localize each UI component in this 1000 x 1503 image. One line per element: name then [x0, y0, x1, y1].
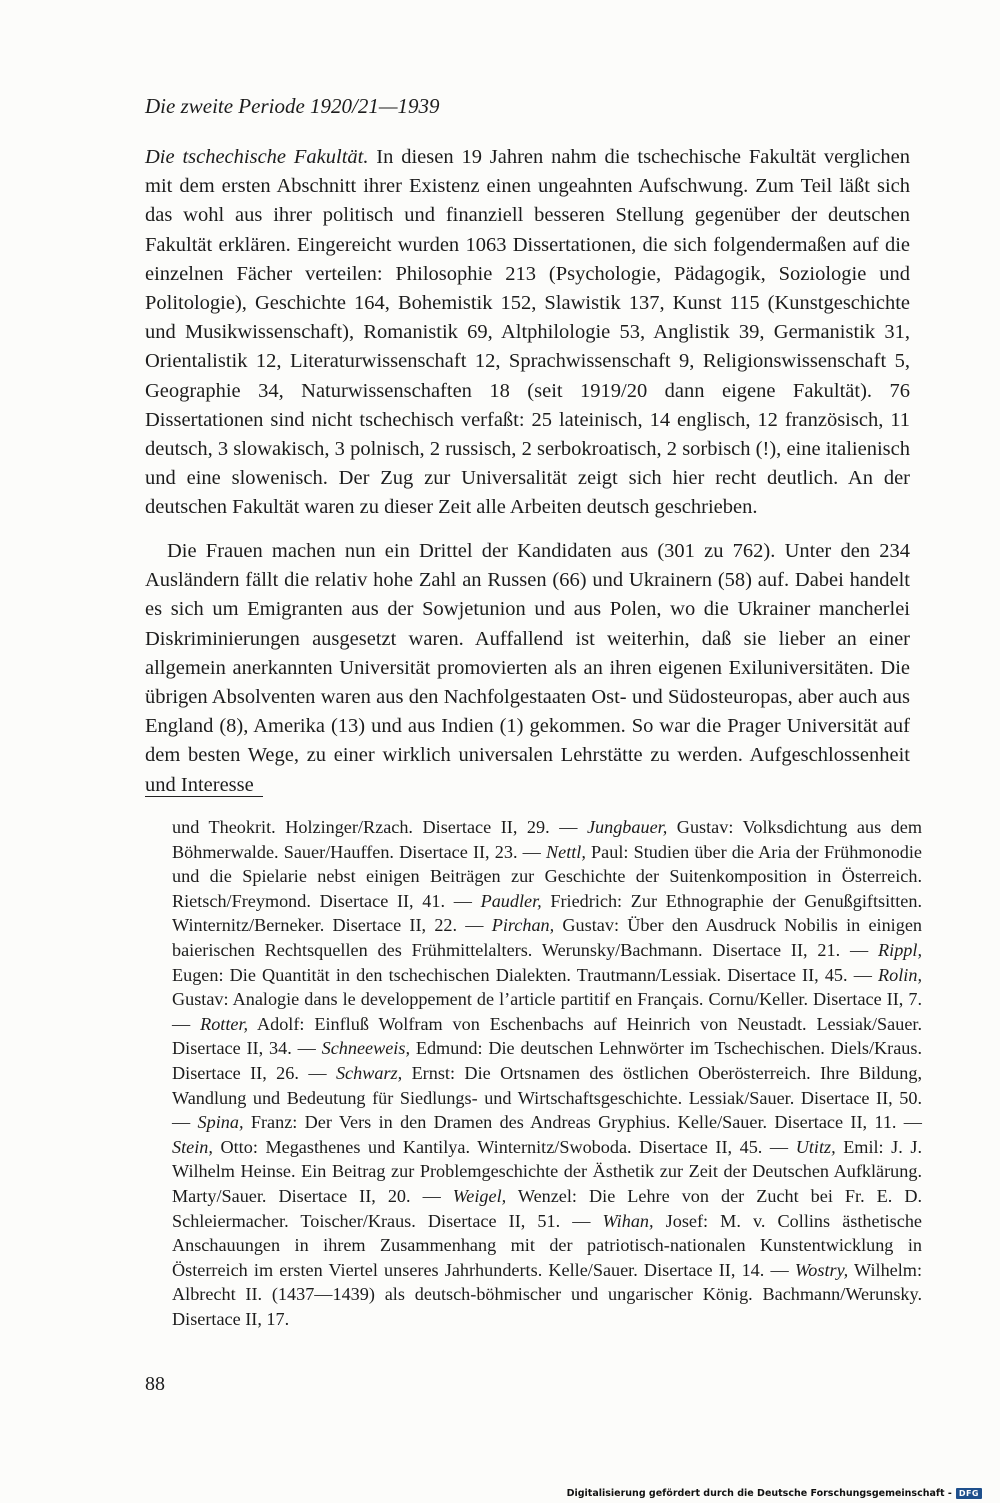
footnote-entry-text: Friedrich: Zur Ethnographie der Genußgiftsitten. Winternitz/Berneker. Disertace II, 22. —	[172, 890, 922, 936]
dfg-logo-icon: DFG	[956, 1488, 982, 1499]
paragraph-lead: Die tschechische Fakultät.	[145, 146, 369, 168]
footnote-author-name: Nettl,	[545, 841, 586, 862]
section-heading: Die zweite Periode 1920/21—1939	[145, 94, 440, 118]
footnote-author-name: Schneeweis,	[321, 1038, 410, 1059]
footnote-block	[172, 815, 922, 1331]
footnote-entry-text: Gustav: Analogie dans le developpement de l’article partitif en Français. Cornu/Keller. Disertace II, 7. —	[172, 989, 922, 1034]
footnote-divider	[145, 796, 263, 797]
footnote-author-name: Jungbauer,	[586, 817, 668, 837]
footnote-entry-text: Otto: Megasthenes und Kantilya. Winternitz/Swoboda. Disertace II, 45. —	[212, 1136, 796, 1157]
footnote-author-name: Utitz,	[795, 1136, 836, 1157]
footnote-intro: und Theokrit. Holzinger/Rzach. Disertace II, 29. —	[172, 817, 587, 837]
footnote-author-name: Wihan,	[602, 1210, 654, 1231]
footnote-author-name: Wostry,	[794, 1259, 849, 1280]
footnote-entry-text: Eugen: Die Quantität in den tschechischen Dialekten. Trautmann/Lessiak. Disertace II, 45. —	[172, 964, 879, 985]
paragraph-body: In diesen 19 Jahren nahm die tschechische Fakultät verglichen mit dem ersten Abschnitt ihrer Existenz einen ungeahnten Aufschwung. Zum Teil läßt sich das wohl aus ihrer politisch und finanziell besseren Stellung gegenüber der deutschen Fakultät erklären. Eingereicht wurden 1063 Dissertationen, die sich folgendermaßen auf die einzelnen Fächer verteilen: Philosophie 213 (Psychologie, Pädagogik, Soziologie und Politologie), Geschichte 164, Bohemistik 152, Slawistik 137, Kunst 115 (Kunstgeschichte und Musikwissenschaft), Romanistik 69, Altphilologie 53, Anglistik 39, Germanistik 31, Orientalistik 12, Literaturwissenschaft 12, Sprachwissenschaft 9, Religionswissenschaft 5, Geographie 34, Naturwissenschaften 18 (seit 1919/20 dann eigene Fakultät). 76 Dissertationen sind nicht tschechisch verfaßt: 25 lateinisch, 14 englisch, 12 französisch, 11 deutsch, 3 slowakisch, 3 polnisch, 2 russisch, 2 serbokroatisch, 2 sorbisch (!), eine italienisch und eine slowenisch. Der Zug zur Universalität zeigt sich hier recht deutlich. An der deutschen Fakultät waren zu dieser Zeit alle Arbeiten deutsch geschrieben.	[145, 146, 910, 519]
footnote-entry-text: Gustav: Über den Ausdruck Nobilis in einigen baierischen Rechtsquellen des Frühmittelalters. Werunsky/Bachmann. Disertace II, 21. —	[172, 915, 922, 960]
footnote-entry-text: Josef: M. v. Collins ästhetische Anschauungen in ihrem Zusammenhang mit der patriotisch-nationalen Kunstentwicklung in Österreich im ersten Viertel unseres Jahrhunderts. Kelle/Sauer. Disertace II, 14. —	[172, 1210, 922, 1280]
footnote-entry-text: Emil: J. J. Wilhelm Heinse. Ein Beitrag zur Problemgeschichte der Ästhetik zur Zeit der Deutschen Aufklärung. Marty/Sauer. Disertace II, 20. —	[172, 1136, 923, 1206]
footnote-author-name: Schwarz,	[335, 1062, 403, 1083]
footnote-author-name: Weigel,	[452, 1185, 507, 1206]
footnote-author-name: Rippl,	[878, 939, 922, 960]
footnote-author-name: Paudler,	[480, 890, 542, 911]
footnote-entry-text: Paul: Studien über die Aria der Frühmonodie und die Spielarie nebst einigen Beiträgen zur Geschichte der Suitenkomposition in Österreich. Rietsch/Freymond. Disertace II, 41. —	[172, 841, 922, 911]
footnote-author-name: Pirchan,	[491, 915, 555, 936]
footnote-entry-text: Ernst: Die Ortsnamen des östlichen Oberösterreich. Ihre Bildung, Wandlung und Bedeutung für Siedlungs- und Wirtschaftsgeschichte. Lessiak/Sauer. Disertace II, 50. —	[172, 1062, 922, 1133]
paragraph-tschechische-fakultaet	[145, 143, 910, 523]
paragraph-frauen: Die Frauen machen nun ein Drittel der Kandidaten aus (301 zu 762). Unter den 234 Ausländern fällt die relativ hohe Zahl an Russen (66) und Ukrainern (58) auf. Dabei handelt es sich um Emigranten aus der Sowjetunion und aus Polen, wo die Ukrainer mancherlei Diskriminierungen ausgesetzt waren. Auffallend ist weiterhin, daß sie lieber an einer allgemein anerkannten Universität promovierten als an ihren eigenen Exiluniversitäten. Die übrigen Absolventen waren aus den Nachfolgestaaten Ost- und Südosteuropas, aber auch aus England (8), Amerika (13) und aus Indien (1) gekommen. So war die Prager Universität auf dem besten Wege, zu einer wirklich universalen Lehrstätte zu werden. Aufgeschlossenheit und Interesse	[145, 540, 910, 796]
banner-text: Digitalisierung gefördert durch die Deutsche Forschungsgemeinschaft -	[566, 1488, 952, 1499]
footnote-entry-text: Wenzel: Die Lehre von der Zucht bei Fr. E. D. Schleiermacher. Toischer/Kraus. Disertace II, 51. —	[172, 1185, 922, 1231]
footnote-entry-text: Franz: Der Vers in den Dramen des Andreas Gryphius. Kelle/Sauer. Disertace II, 11. —	[243, 1112, 922, 1133]
footnote-author-name: Spina,	[197, 1112, 244, 1133]
footnote-author-name: Rotter,	[200, 1013, 249, 1034]
footnote-author-name: Stein,	[172, 1136, 213, 1157]
digitization-banner	[567, 1488, 982, 1499]
footnote-entry-text: Gustav: Volksdichtung aus dem Böhmerwalde. Sauer/Hauffen. Disertace II, 23. —	[172, 817, 922, 862]
footnote-author-name: Rolin,	[878, 964, 922, 985]
page-number: 88	[145, 1373, 165, 1395]
footnote-entry-text: Wilhelm: Albrecht II. (1437—1439) als deutsch-böhmischer und ungarischer König. Bachmann/Werunsky. Disertace II, 17.	[172, 1259, 923, 1329]
footnote-entry-text: Adolf: Einfluß Wolfram von Eschenbachs auf Heinrich von Neustadt. Lessiak/Sauer. Disertace II, 34. —	[172, 1013, 923, 1059]
footnote-entry-text: Edmund: Die deutschen Lehnwörter im Tschechischen. Diels/Kraus. Disertace II, 26. —	[172, 1038, 922, 1083]
